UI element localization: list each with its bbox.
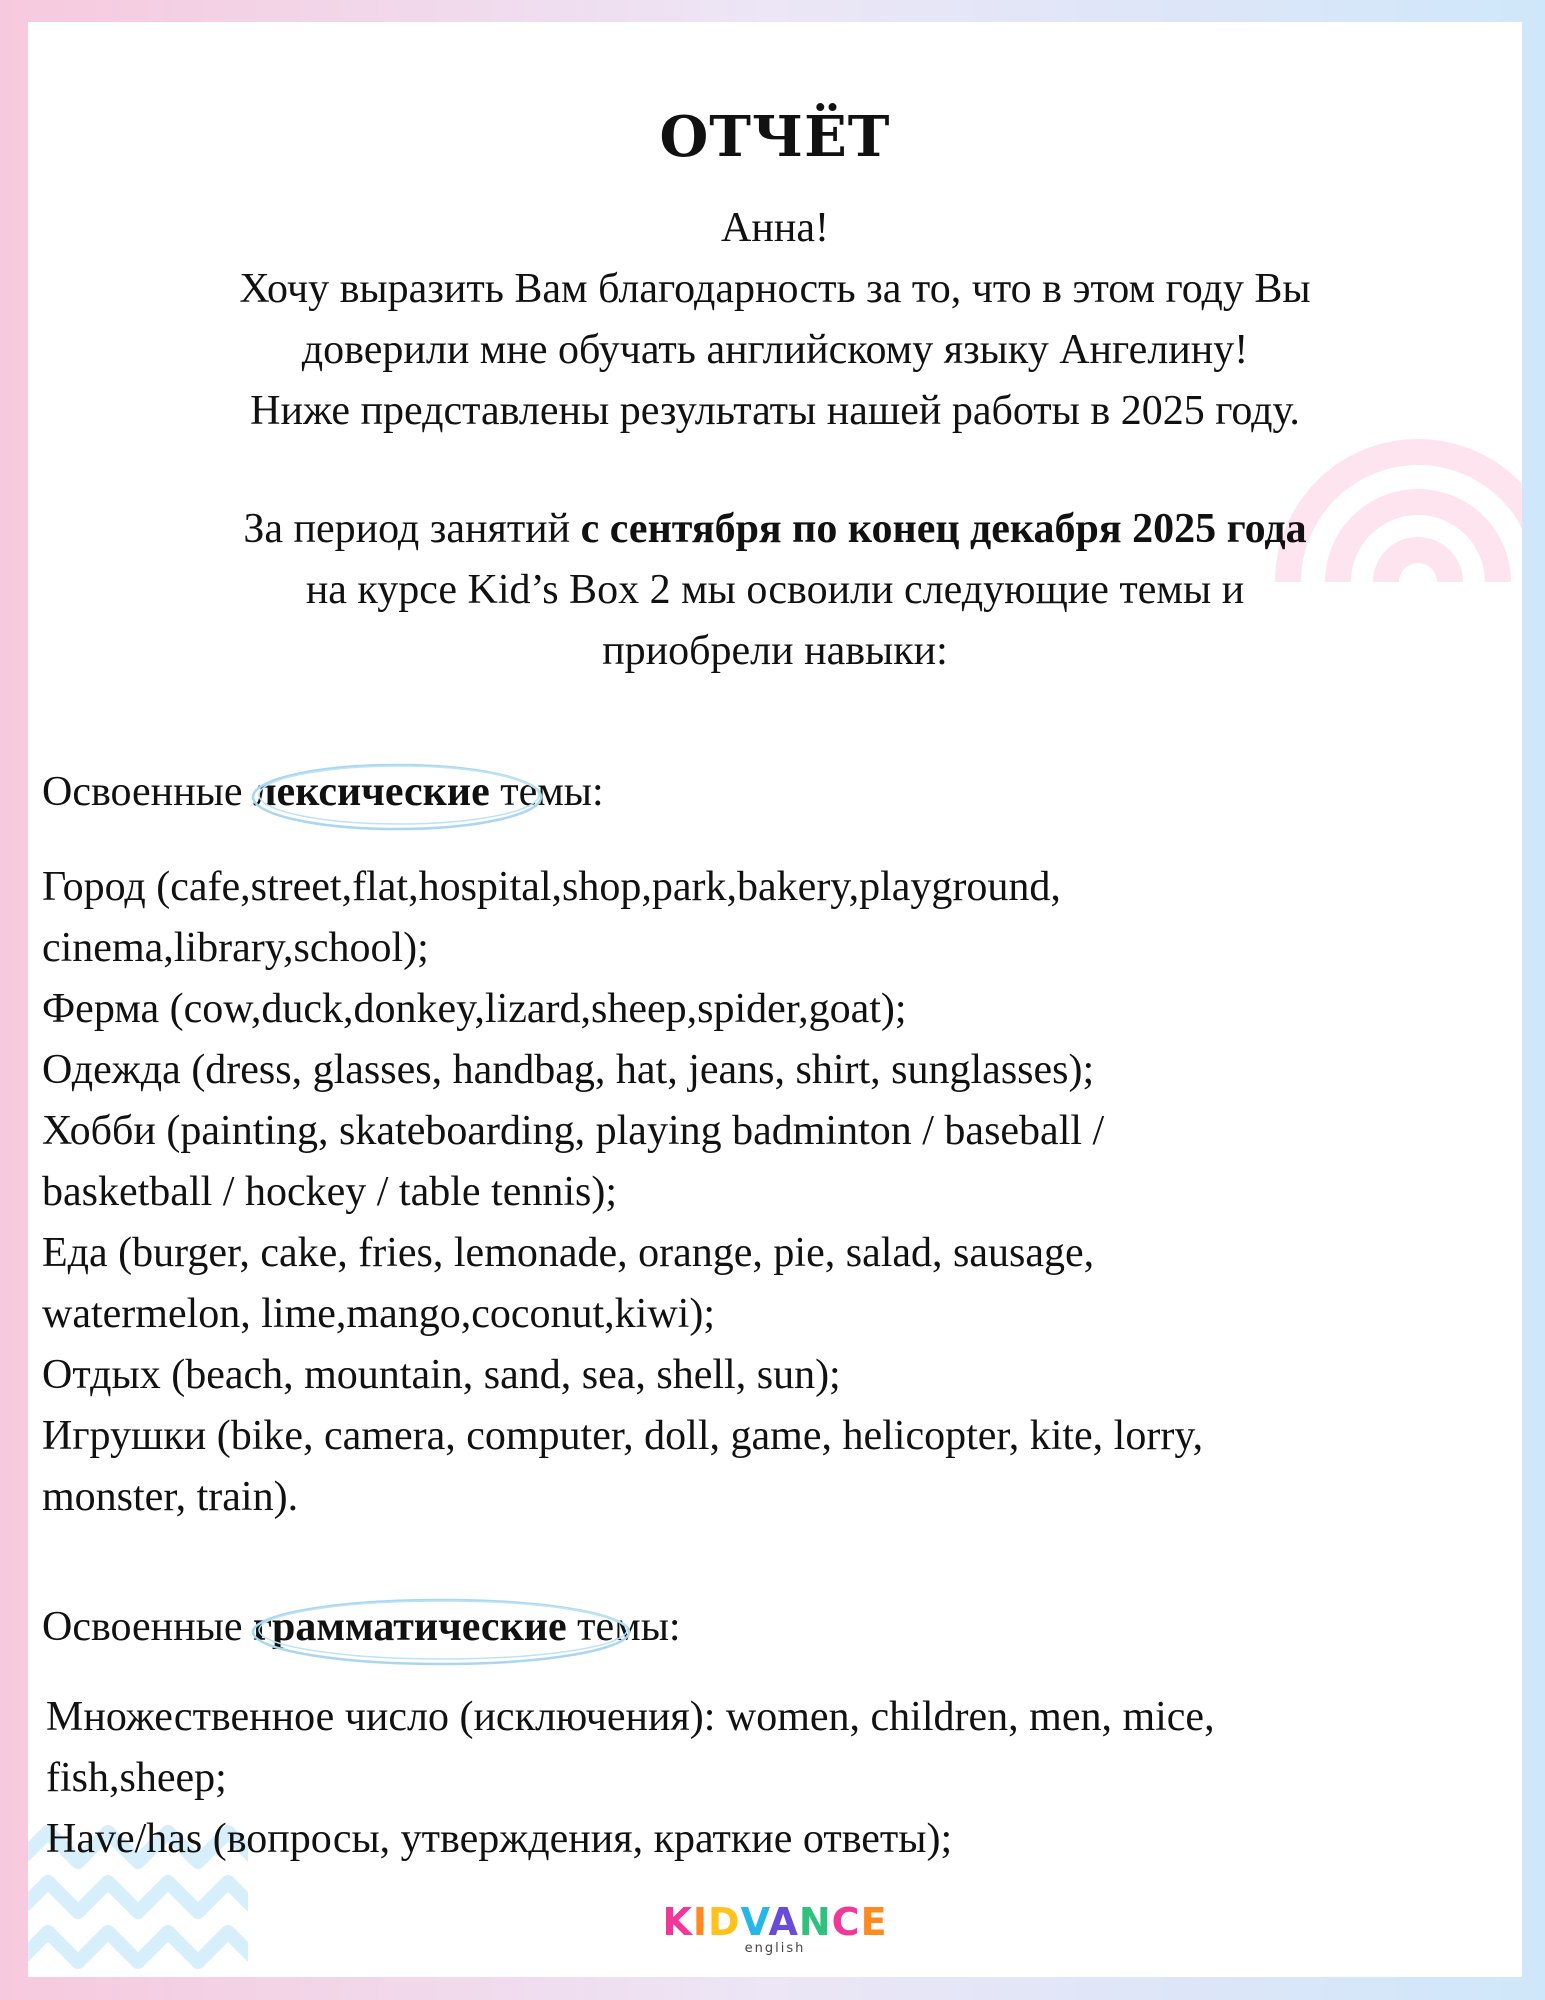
vocab-line: basketball / hockey / table tennis); <box>42 1169 617 1215</box>
vocab-list <box>42 857 1512 1528</box>
logo-subtitle: english <box>744 1941 806 1956</box>
grammar-heading <box>42 1597 1512 1658</box>
vocab-line: Хобби (painting, skateboarding, playing badminton / baseball / <box>42 1108 1105 1154</box>
greeting-line: Хочу выразить Вам благодарность за то, что в этом году Вы <box>239 266 1311 312</box>
greeting-line: Ниже представлены результаты нашей работы в 2025 году. <box>250 388 1300 434</box>
vocab-line: watermelon, lime,mango,coconut,kiwi); <box>42 1291 715 1337</box>
period-dates: с сентября по конец декабря 2025 года <box>580 506 1307 552</box>
period-block <box>88 499 1462 682</box>
logo-letter: K <box>662 1900 693 1944</box>
grammar-list <box>46 1687 1516 1870</box>
vocab-line: cinema,library,school); <box>42 925 429 971</box>
vocab-heading-suffix: темы: <box>489 769 604 815</box>
vocab-line: Город (cafe,street,flat,hospital,shop,park,bakery,playground, <box>42 864 1061 910</box>
grammar-line: fish,sheep; <box>46 1755 227 1801</box>
period-line <box>88 499 1462 560</box>
grammar-heading-prefix: Освоенные <box>42 1604 253 1650</box>
grammar-heading-suffix: темы: <box>566 1604 681 1650</box>
logo-letter: E <box>860 1900 888 1944</box>
kidvance-logo <box>28 1902 1522 1956</box>
logo-letter: D <box>708 1900 741 1944</box>
vocab-line: Одежда (dress, glasses, handbag, hat, jeans, shirt, sunglasses); <box>42 1047 1095 1093</box>
report-page <box>28 22 1522 1977</box>
greeting-line: доверили мне обучать английскому языку Ангелину! <box>301 327 1249 373</box>
period-line: приобрели навыки: <box>602 628 948 674</box>
logo-letter: N <box>798 1900 832 1944</box>
logo-wordmark <box>28 1902 1522 1942</box>
period-line: на курсе Kid’s Box 2 мы освоили следующие темы и <box>305 567 1245 613</box>
period-prefix: За период занятий <box>243 506 581 552</box>
greeting-block <box>88 198 1462 442</box>
grammar-line: Множественное число (исключения): women, children, men, mice, <box>46 1694 1215 1740</box>
logo-letter: I <box>692 1900 709 1944</box>
vocab-line: Отдых (beach, mountain, sand, sea, shell, sun); <box>42 1352 841 1398</box>
vocab-heading-prefix: Освоенные <box>42 769 253 815</box>
vocab-heading-highlight: лексические <box>253 769 490 815</box>
logo-letter: V <box>740 1900 769 1944</box>
vocab-line: Игрушки (bike, camera, computer, doll, game, helicopter, kite, lorry, <box>42 1413 1204 1459</box>
vocab-heading <box>42 762 1512 823</box>
grammar-line: Have/has (вопросы, утверждения, краткие ответы); <box>46 1816 953 1862</box>
grammar-heading-highlight: грамматические <box>253 1604 567 1650</box>
logo-letter: A <box>768 1900 799 1944</box>
logo-letter: C <box>831 1900 861 1944</box>
greeting-name: Анна! <box>721 205 829 251</box>
vocab-line: Еда (burger, cake, fries, lemonade, orange, pie, salad, sausage, <box>42 1230 1095 1276</box>
vocab-line: Ферма (cow,duck,donkey,lizard,sheep,spider,goat); <box>42 986 907 1032</box>
vocab-line: monster, train). <box>42 1474 299 1520</box>
page-title: ОТЧЁТ <box>659 104 891 170</box>
